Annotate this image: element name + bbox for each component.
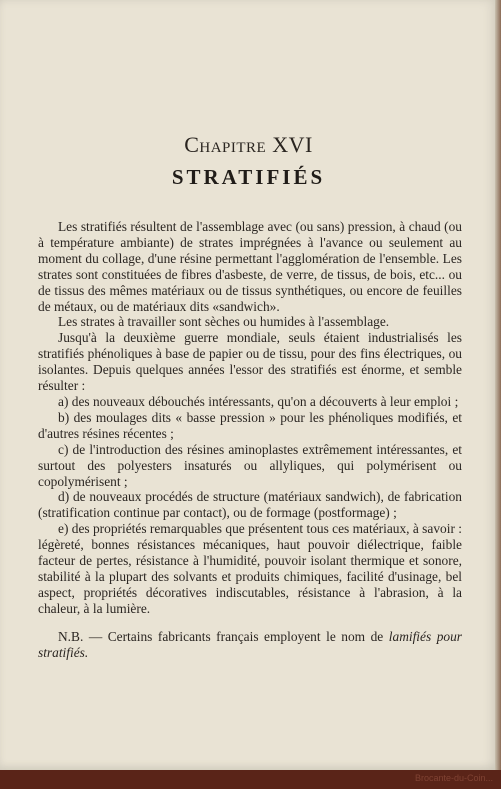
page-edge (495, 0, 501, 789)
chapter-number: XVI (272, 132, 313, 157)
footnote (38, 629, 462, 661)
paragraph: Les strates à travailler sont sèches ou humides à l'assemblage. (58, 314, 390, 330)
watermark: Brocante-du-Coin... (414, 773, 493, 783)
list-item: e) des propriétés remarquables que présentent tous ces matériaux, à savoir : légèreté, bonnes résistances mécaniques, haut pouvoir diélectrique, faible facteur de pertes, résistance à l'humidité, pouvoir isolant thermique et sonore, stabilité à la plupart des solvants et produits chimiques, facilité d'usinage, bel aspect, propriétés décoratives indiscutables, résistance à l'abrasion, à la chaleur, à la lumière. (38, 521, 462, 616)
chapter-title: STRATIFIÉS (171, 165, 326, 189)
chapter-word: Chapitre (184, 132, 267, 157)
list-item: d) de nouveaux procédés de structure (matériaux sandwich), de fabrication (stratification continue par contact), ou de formage (postformage) ; (38, 489, 462, 521)
body-text (38, 219, 462, 660)
footnote-italic: lamifiés pour stratifiés. (38, 628, 462, 660)
list-item: c) de l'introduction des résines aminoplastes extrêmement intéressantes, et surtout des polyesters insaturés ou allyliques, qui polymérisent ou copolymérisent ; (38, 441, 462, 489)
chapter-heading (0, 132, 497, 158)
list-item: a) des nouveaux débouchés intéressants, qu'on a découverts à leur emploi ; (58, 393, 459, 409)
list-item: b) des moulages dits « basse pression » pour les phénoliques modifiés, et d'autres résines récentes ; (38, 409, 462, 441)
footnote-lead: N.B. — Certains fabricants français employent le nom de (58, 628, 384, 644)
paragraph: Les stratifiés résultent de l'assemblage avec (ou sans) pression, à chaud (ou à température ambiante) de strates imprégnées à l'avance ou seulement au moment du collage, d'une résine permettant l'agglomération de l'ensemble. Les strates sont constituées de fibres d'asbeste, de verre, de tissus, de bois, etc... ou de tissus des mêmes matériaux ou de tissus synthétiques, ou encore de feuilles de métaux, ou de matériaux dits «sandwich». (38, 219, 462, 314)
paragraph: Jusqu'à la deuxième guerre mondiale, seuls étaient industrialisés les stratifiés phénoliques à base de papier ou de tissu, pour des fins électriques, ou isolantes. Depuis quelques années l'essor des stratifiés est énorme, et semble résulter : (38, 330, 462, 394)
